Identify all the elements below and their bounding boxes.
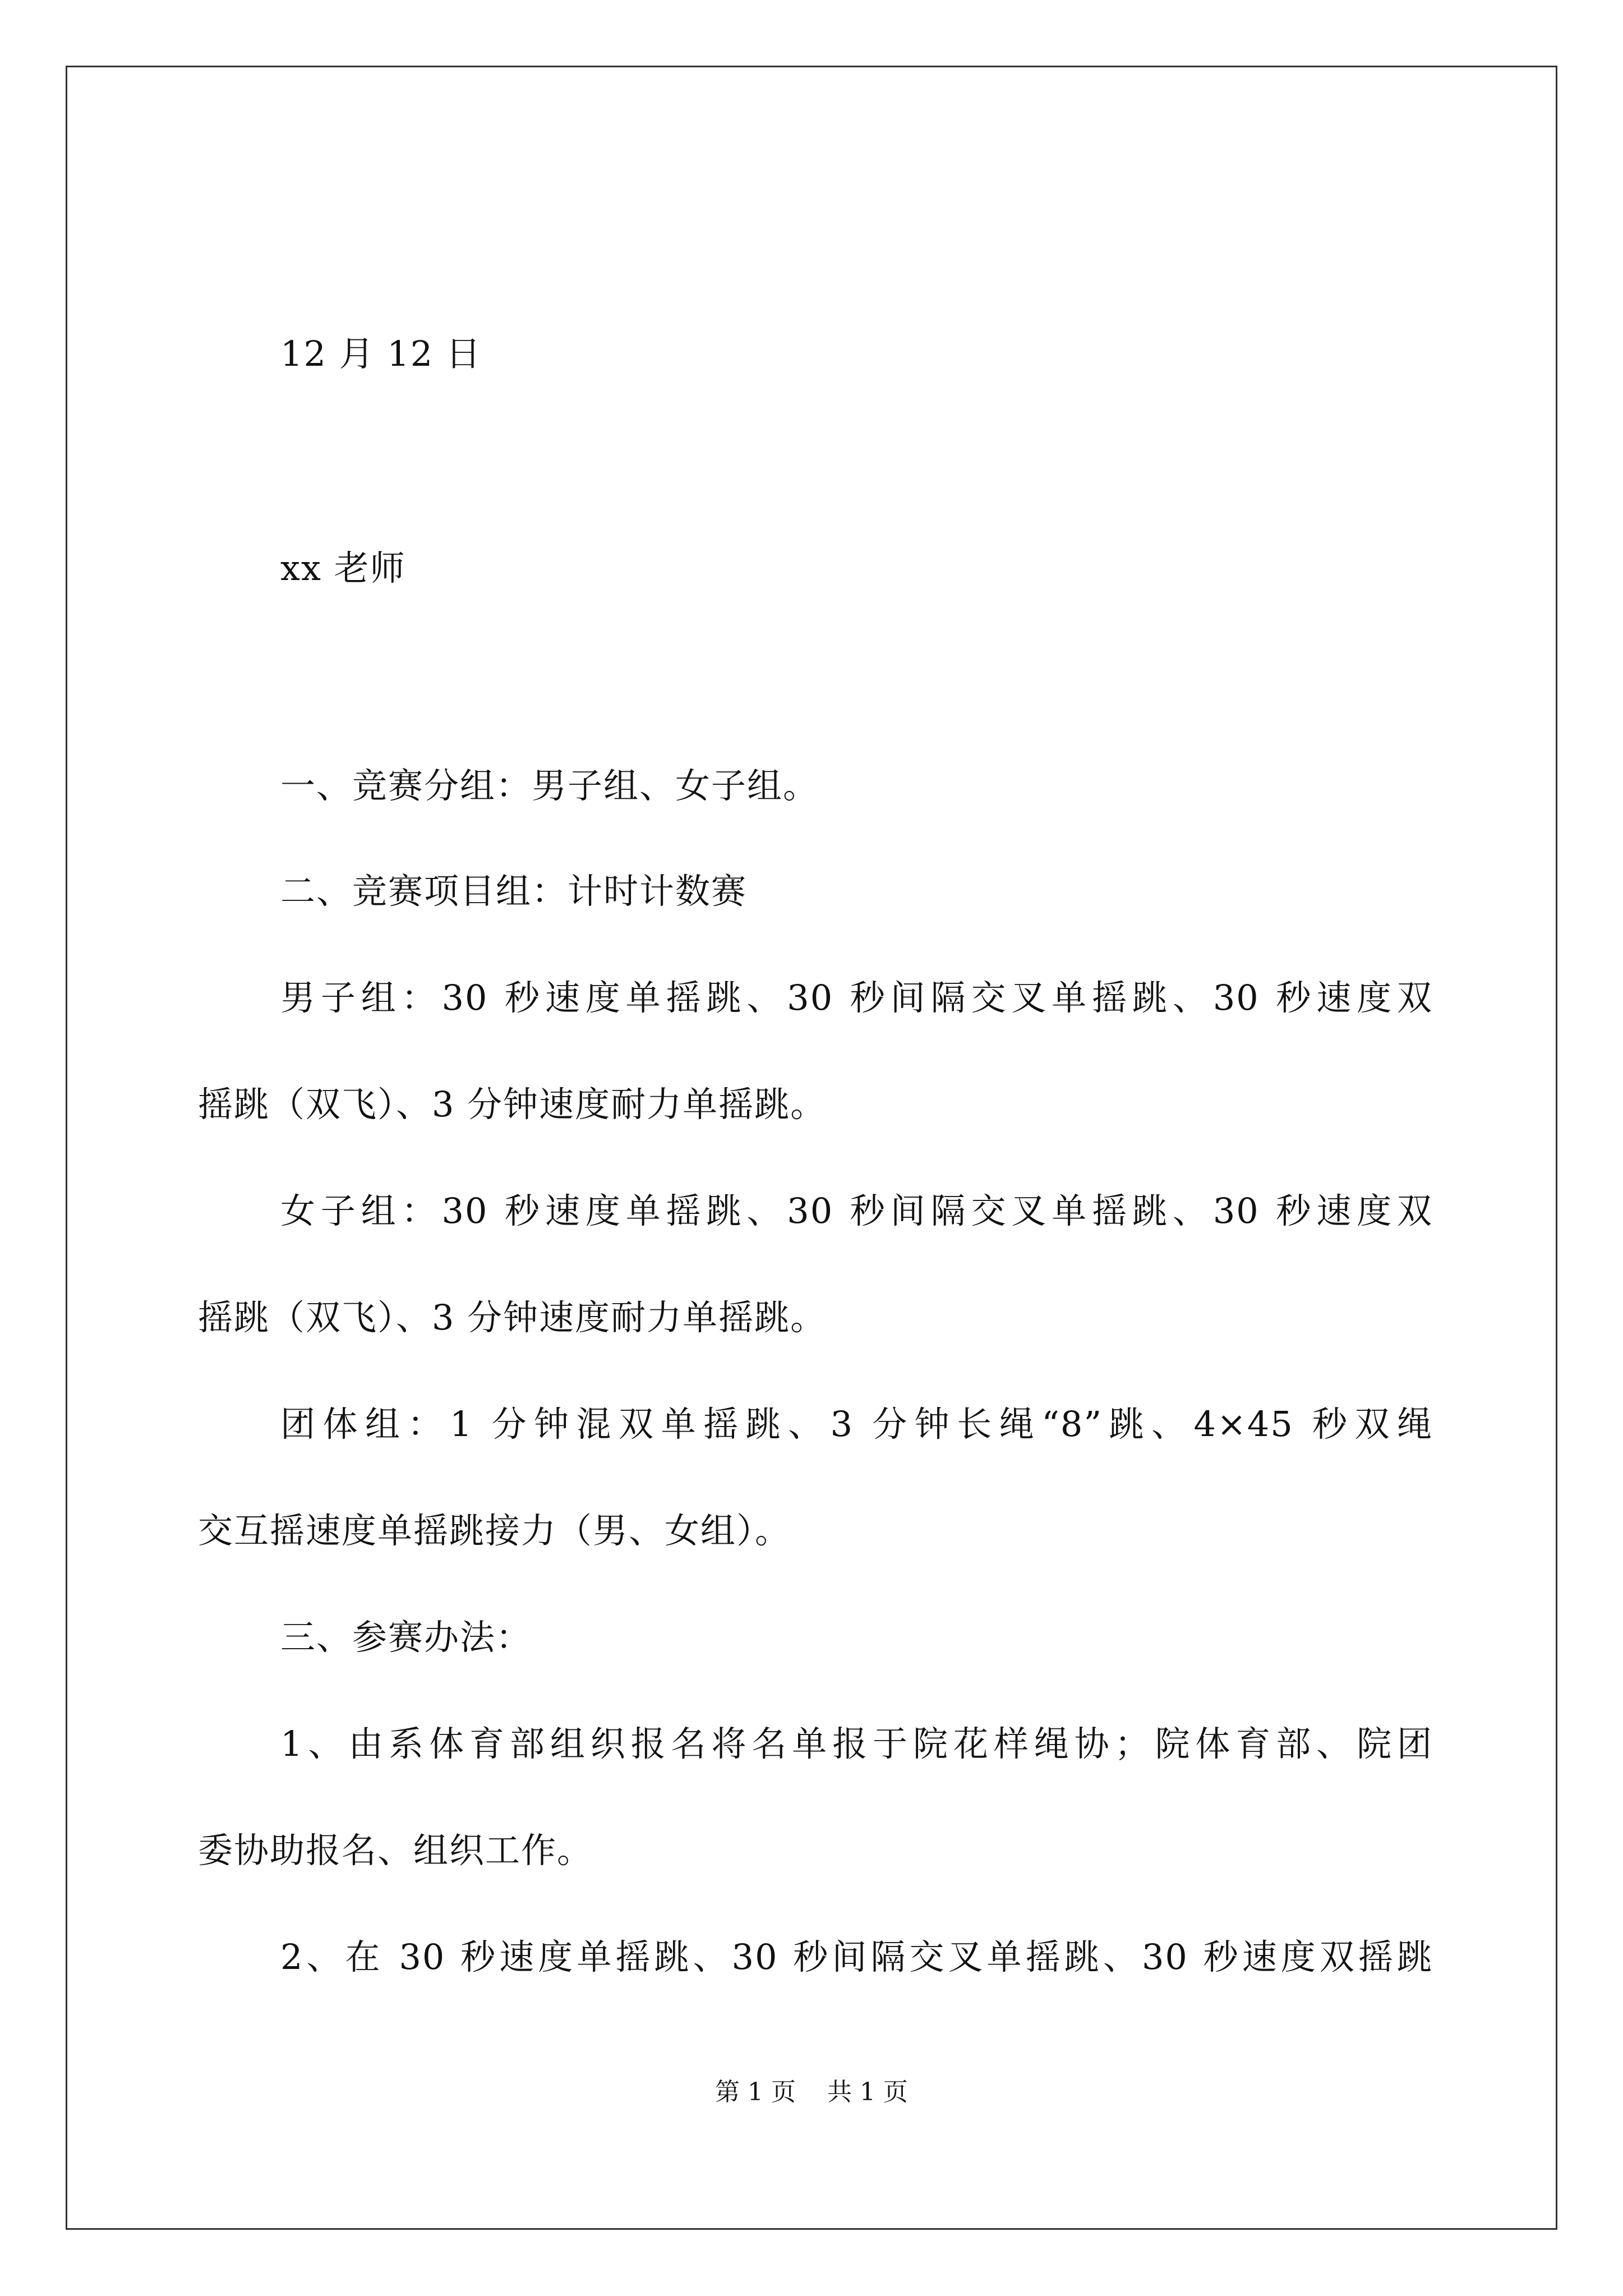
paragraph-method-2-line-1: 2、在 30 秒速度单摇跳、30 秒间隔交叉单摇跳、30 秒速度双摇跳 <box>280 1936 1433 1977</box>
section-heading-groups: 一、竞赛分组：男子组、女子组。 <box>280 765 819 806</box>
section-heading-method: 三、参赛办法： <box>280 1617 532 1658</box>
paragraph-women-line-2: 摇跳（双飞）、3 分钟速度耐力单摇跳。 <box>198 1297 827 1338</box>
page-footer: 第 1 页 共 1 页 <box>715 2078 908 2106</box>
paragraph-women-line-1: 女子组：30 秒速度单摇跳、30 秒间隔交叉单摇跳、30 秒速度双 <box>280 1190 1433 1231</box>
paragraph-method-1-line-2: 委协助报名、组织工作。 <box>198 1830 593 1871</box>
paragraph-men-line-1: 男子组：30 秒速度单摇跳、30 秒间隔交叉单摇跳、30 秒速度双 <box>280 977 1433 1018</box>
section-heading-events: 二、竞赛项目组：计时计数赛 <box>280 871 748 912</box>
paragraph-team-line-1: 团体组：1 分钟混双单摇跳、3 分钟长绳“8”跳、4×45 秒双绳 <box>280 1404 1433 1444</box>
page-border <box>66 66 1557 2230</box>
paragraph-method-1-line-1: 1、由系体育部组织报名将名单报于院花样绳协；院体育部、院团 <box>280 1723 1433 1764</box>
paragraph-team-line-2: 交互摇速度单摇跳接力（男、女组）。 <box>198 1510 791 1551</box>
addressee-line: xx 老师 <box>280 547 406 588</box>
paragraph-men-line-2: 摇跳（双飞）、3 分钟速度耐力单摇跳。 <box>198 1084 827 1125</box>
date-line: 12 月 12 日 <box>280 333 482 374</box>
